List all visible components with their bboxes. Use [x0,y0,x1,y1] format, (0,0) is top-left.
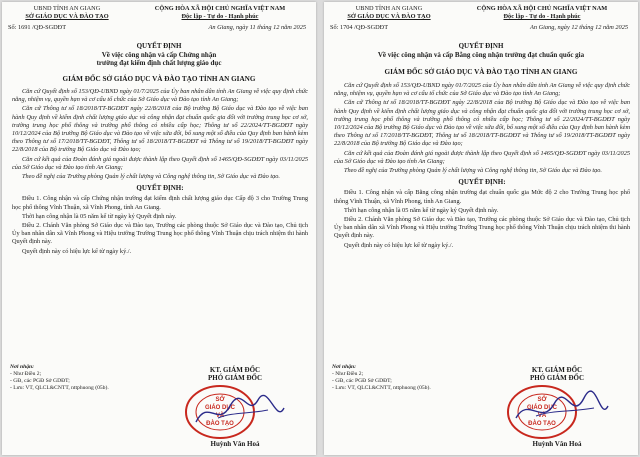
national-motto [452,5,632,21]
agency-department: SỞ GIÁO DỤC VÀ ĐÀO TẠO [25,13,109,20]
decision-title [10,42,308,68]
svg-text:SỞ: SỞ [215,397,225,403]
document-header [330,5,632,41]
document-date: An Giang, ngày 12 tháng 12 năm 2025 [530,24,628,31]
motto-country: CỘNG HÒA XÃ HỘI CHỦ NGHĨA VIỆT NAM [154,5,286,12]
agency-department: SỞ GIÁO DỤC VÀ ĐÀO TẠO [347,13,431,20]
decides-heading: QUYẾT ĐỊNH: [136,184,184,193]
recipients-block [10,364,140,392]
handwritten-signature [188,388,288,432]
recipients-block [332,364,462,392]
legal-basis-4: Theo đề nghị của Trưởng phòng Quản lý chất lượng và Công nghệ thông tin, Sở Giáo dục và Đào tạo. [344,167,602,175]
sign-position: PHÓ GIÁM ĐỐC [529,374,585,383]
title-heading: QUYẾT ĐỊNH [136,42,182,50]
agency-block [330,5,448,21]
legal-basis-4: Theo đề nghị của Trưởng phòng Quản lý chất lượng và Công nghệ thông tin, Sở Giáo dục và Đào tạo. [22,173,280,181]
article-1: Điều 1. Công nhận và cấp Chứng nhận trường đạt kiểm định chất lượng giáo dục Cấp độ 3 cho Trường Trung học phổ thông Vĩnh Thuận, xã Vĩnh Phong, tỉnh An Giang. [12,195,308,211]
article-2-effect: Quyết định này có hiệu lực kể từ ngày ký./. [344,241,454,249]
article-1-term: Thời hạn công nhận là 05 năm kể từ ngày ký Quyết định này. [344,206,499,214]
signature-block [482,366,632,448]
recipient-1: - Như Điều 2; [10,371,42,377]
issuing-authority: GIÁM ĐỐC SỞ GIÁO DỤC VÀ ĐÀO TẠO TỈNH AN GIANG [62,75,256,83]
sign-title: KT. GIÁM ĐỐC [531,366,583,374]
decision-title [332,42,630,59]
title-subject-line2: trường đạt kiểm định chất lượng giáo dục [96,59,222,68]
article-1-term: Thời hạn công nhận là 05 năm kể từ ngày ký Quyết định này. [22,212,177,220]
decision-document-1691 [2,2,316,455]
legal-basis-2: Căn cứ Thông tư số 18/2018/TT-BGDĐT ngày 22/8/2018 của Bộ trưởng Bộ Giáo dục và Đào tạo về việc ban hành Quy định về kiểm định chất lượng giáo dục và công nhận đạt chuẩn quốc gia đối với trường trung học cơ sở, trường trung học phổ thông và trường phổ thông có nhiều cấp học; Thông tư số 22/2024/TT-BGDĐT ngày 10/12/2024 của Bộ trưởng Bộ Giáo dục và Đào tạo về việc sửa đổi, bổ sung một số điều của Quy định ban hành kèm theo Thông tư số 17/2018/TT-BGDĐT, Thông tư số 18/2018/TT-BGDĐT và Thông tư số 19/2018/TT-BGDĐT ngày 22/8/2018 của Bộ trưởng Bộ Giáo dục và Đào tạo; [12,105,308,154]
document-header [8,5,310,41]
agency-block [8,5,126,21]
motto-country: CỘNG HÒA XÃ HỘI CHỦ NGHĨA VIỆT NAM [476,5,608,12]
document-number: Số: 1704 /QĐ-SGDĐT [330,24,389,31]
national-motto [130,5,310,21]
signer-name: Huỳnh Văn Hoá [210,440,260,448]
recipient-1: - Như Điều 2; [332,371,364,377]
article-1: Điều 1. Công nhận và cấp Bằng công nhận trường đạt chuẩn quốc gia Mức độ 2 cho Trường Trung học phổ thông Vĩnh Thuận, xã Vĩnh Phong, tỉnh An Giang. [334,189,630,205]
motto-slogan: Độc lập - Tự do - Hạnh phúc [503,13,581,20]
agency-province: UBND TỈNH AN GIANG [33,5,101,12]
handwritten-signature [510,388,610,432]
document-body [334,82,630,251]
legal-basis-1: Căn cứ Quyết định số 153/QĐ-UBND ngày 01/7/2025 của Ủy ban nhân dân tỉnh An Giang về việc quy định chức năng, nhiệm vụ, quyền hạn và cơ cấu tổ chức của Sở Giáo dục và Đào tạo tỉnh An Giang; [12,88,308,104]
agency-province: UBND TỈNH AN GIANG [355,5,423,12]
recipients-title: Nơi nhận: [332,364,356,370]
legal-basis-1: Căn cứ Quyết định số 153/QĐ-UBND ngày 01/7/2025 của Ủy ban nhân dân tỉnh An Giang về việc quy định chức năng, nhiệm vụ, quyền hạn và cơ cấu tổ chức của Sở Giáo dục và Đào tạo tỉnh An Giang; [334,82,630,98]
motto-slogan: Độc lập - Tự do - Hạnh phúc [181,13,259,20]
document-body [12,88,308,257]
svg-text:SỞ: SỞ [537,397,547,403]
svg-text:ĐÀO TẠO: ĐÀO TẠO [528,421,556,427]
svg-text:VÀ: VÀ [215,413,225,419]
document-date: An Giang, ngày 11 tháng 12 năm 2025 [208,24,306,31]
title-subject-line1: Về việc công nhận và cấp Chứng nhận [101,50,217,59]
article-2: Điều 2. Chánh Văn phòng Sở Giáo dục và Đào tạo, Trưởng các phòng thuộc Sở Giáo dục và Đào tạo, Chủ tịch Ủy ban nhân dân xã Vĩnh Phong và Hiệu trưởng Trường Trung học phổ thông Vĩnh Thuận chịu trách nhiệm thi hành Quyết định này. [12,222,308,246]
svg-text:VÀ: VÀ [537,413,547,419]
document-number: Số: 1691 /QĐ-SGDĐT [8,24,67,31]
legal-basis-3: Căn cứ kết quả của Đoàn đánh giá ngoài được thành lập theo Quyết định số 1465/QĐ-SGDĐT ngày 03/11/2025 của Sở Giáo dục và Đào tạo tỉnh An Giang; [12,155,308,171]
sign-title: KT. GIÁM ĐỐC [209,366,261,374]
sign-position: PHÓ GIÁM ĐỐC [207,374,263,383]
title-heading: QUYẾT ĐỊNH [458,42,504,50]
issuing-authority: GIÁM ĐỐC SỞ GIÁO DỤC VÀ ĐÀO TẠO TỈNH AN GIANG [384,68,578,76]
recipient-3: - Lưu: VT, QLCL&CNTT, nttphuong (05b). [10,385,109,391]
svg-text:GIÁO DỤC: GIÁO DỤC [205,405,235,411]
recipient-2: - GĐ, các PGĐ Sở GDĐT; [332,378,392,384]
legal-basis-3: Căn cứ kết quả của Đoàn đánh giá ngoài được thành lập theo Quyết định số 1465/QĐ-SGDĐT ngày 03/11/2025 của Sở Giáo dục và Đào tạo tỉnh An Giang; [334,149,630,165]
legal-basis-2: Căn cứ Thông tư số 18/2018/TT-BGDĐT ngày 22/8/2018 của Bộ trưởng Bộ Giáo dục và Đào tạo về việc ban hành Quy định về kiểm định chất lượng giáo dục và công nhận đạt chuẩn quốc gia đối với trường trung học cơ sở, trường trung học phổ thông và trường phổ thông có nhiều cấp học; Thông tư số 22/2024/TT-BGDĐT ngày 10/12/2024 của Bộ trưởng Bộ Giáo dục và Đào tạo về việc sửa đổi, bổ sung một số điều của Quy định ban hành kèm theo Thông tư số 17/2018/TT-BGDĐT, Thông tư số 18/2018/TT-BGDĐT và Thông tư số 19/2018/TT-BGDĐT ngày 22/8/2018 của Bộ trưởng Bộ Giáo dục và Đào tạo; [334,99,630,148]
recipient-3: - Lưu: VT, QLCL&CNTT, nttphuong (05b). [332,385,431,391]
decides-heading: QUYẾT ĐỊNH: [458,178,506,187]
recipients-title: Nơi nhận: [10,364,34,370]
recipient-2: - GĐ, các PGĐ Sở GDĐT; [10,378,70,384]
title-subject-line1: Về việc công nhận và cấp Bằng công nhận trường đạt chuẩn quốc gia [377,50,585,59]
article-2-effect: Quyết định này có hiệu lực kể từ ngày ký./. [22,247,132,255]
article-2: Điều 2. Chánh Văn phòng Sở Giáo dục và Đào tạo, Trưởng các phòng thuộc Sở Giáo dục và Đào tạo, Chủ tịch Ủy ban nhân dân xã Vĩnh Phong và Hiệu trưởng Trường Trung học phổ thông Vĩnh Thuận chịu trách nhiệm thi hành Quyết định này. [334,216,630,240]
signer-name: Huỳnh Văn Hoá [532,440,582,448]
decision-document-1704 [324,2,638,455]
signature-block [160,366,310,448]
svg-text:GIÁO DỤC: GIÁO DỤC [527,405,557,411]
svg-text:ĐÀO TẠO: ĐÀO TẠO [206,421,234,427]
